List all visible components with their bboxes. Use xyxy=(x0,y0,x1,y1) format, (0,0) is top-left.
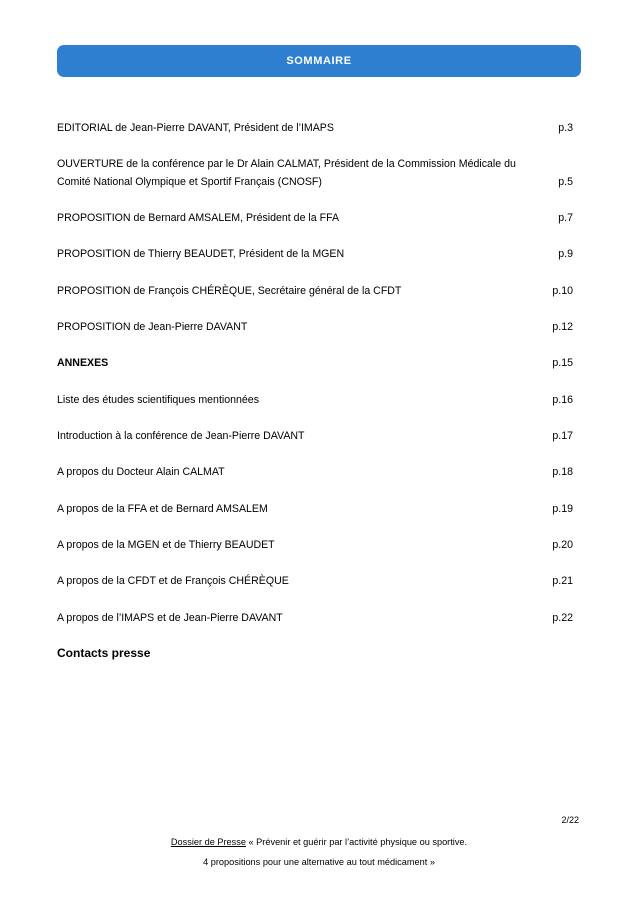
toc-entry-title: EDITORIAL de Jean-Pierre DAVANT, Président de l’IMAPS xyxy=(57,122,334,134)
footer xyxy=(0,832,638,872)
toc-entry xyxy=(57,119,579,137)
toc-entry-page: p.18 xyxy=(552,466,573,478)
toc-entry xyxy=(57,609,579,627)
toc-entry-page: p.12 xyxy=(552,321,573,333)
toc-entry-title: PROPOSITION de Jean-Pierre DAVANT xyxy=(57,321,248,333)
toc-entry xyxy=(57,572,579,590)
toc-entry xyxy=(57,245,579,263)
toc-entry-title: Introduction à la conférence de Jean-Pierre DAVANT xyxy=(57,430,305,442)
toc-entry-page: p.17 xyxy=(552,430,573,442)
toc-entry xyxy=(57,318,579,336)
toc-entry-page: p.21 xyxy=(552,575,573,587)
footer-line-1 xyxy=(0,832,638,852)
toc-entry-title: ANNEXES xyxy=(57,357,109,369)
toc-entry xyxy=(57,155,579,191)
footer-title-part1: « Prévenir et guérir par l’activité physique ou sportive. xyxy=(245,837,468,847)
page-number: 2/22 xyxy=(561,815,579,825)
summary-title: SOMMAIRE xyxy=(286,55,352,67)
toc-entry-page: p.9 xyxy=(558,248,573,260)
toc-entry-title: A propos de la CFDT et de François CHÉRÈQUE xyxy=(57,575,289,587)
toc-entry-page: p.19 xyxy=(552,503,573,515)
toc-entry-title: Liste des études scientifiques mentionnées xyxy=(57,394,259,406)
toc-entry-title: A propos de la MGEN et de Thierry BEAUDET xyxy=(57,539,275,551)
toc-entry xyxy=(57,500,579,518)
toc-entry-annexes xyxy=(57,354,579,372)
toc-entry-page: p.16 xyxy=(552,394,573,406)
footer-doc-label: Dossier de Presse xyxy=(170,837,246,847)
toc-entry xyxy=(57,282,579,300)
toc-entry-page: p.15 xyxy=(552,357,573,369)
toc-entry-title: PROPOSITION de Thierry BEAUDET, Président de la MGEN xyxy=(57,248,345,260)
toc-entry-page: p.7 xyxy=(558,212,573,224)
toc-entry xyxy=(57,209,579,227)
toc-entry-title: PROPOSITION de François CHÉRÈQUE, Secrétaire général de la CFDT xyxy=(57,285,402,297)
toc-entry-page: p.3 xyxy=(558,122,573,134)
toc-entry xyxy=(57,536,579,554)
toc-entry xyxy=(57,463,579,481)
toc-entry-title: A propos du Docteur Alain CALMAT xyxy=(57,466,225,478)
summary-banner xyxy=(57,45,581,77)
footer-line-2: 4 propositions pour une alternative au tout médicament » xyxy=(203,857,435,867)
contacts-heading: Contacts presse xyxy=(57,646,151,660)
toc-entry-title: PROPOSITION de Bernard AMSALEM, Président de la FFA xyxy=(57,212,340,224)
toc-entry-page: p.5 xyxy=(558,176,573,188)
toc-entry-title: A propos de la FFA et de Bernard AMSALEM xyxy=(57,503,268,515)
toc-entry-page: p.10 xyxy=(552,285,573,297)
toc-entry-page: p.22 xyxy=(552,612,573,624)
toc-entry-title: A propos de l’IMAPS et de Jean-Pierre DAVANT xyxy=(57,612,283,624)
toc-entry xyxy=(57,391,579,409)
toc-entry-page: p.20 xyxy=(552,539,573,551)
toc-entry xyxy=(57,427,579,445)
toc-entry-title: OUVERTURE de la conférence par le Dr Alain CALMAT, Président de la Commission Médicale du Comité National Olympique et Sportif Français (CNOSF) xyxy=(57,158,516,188)
